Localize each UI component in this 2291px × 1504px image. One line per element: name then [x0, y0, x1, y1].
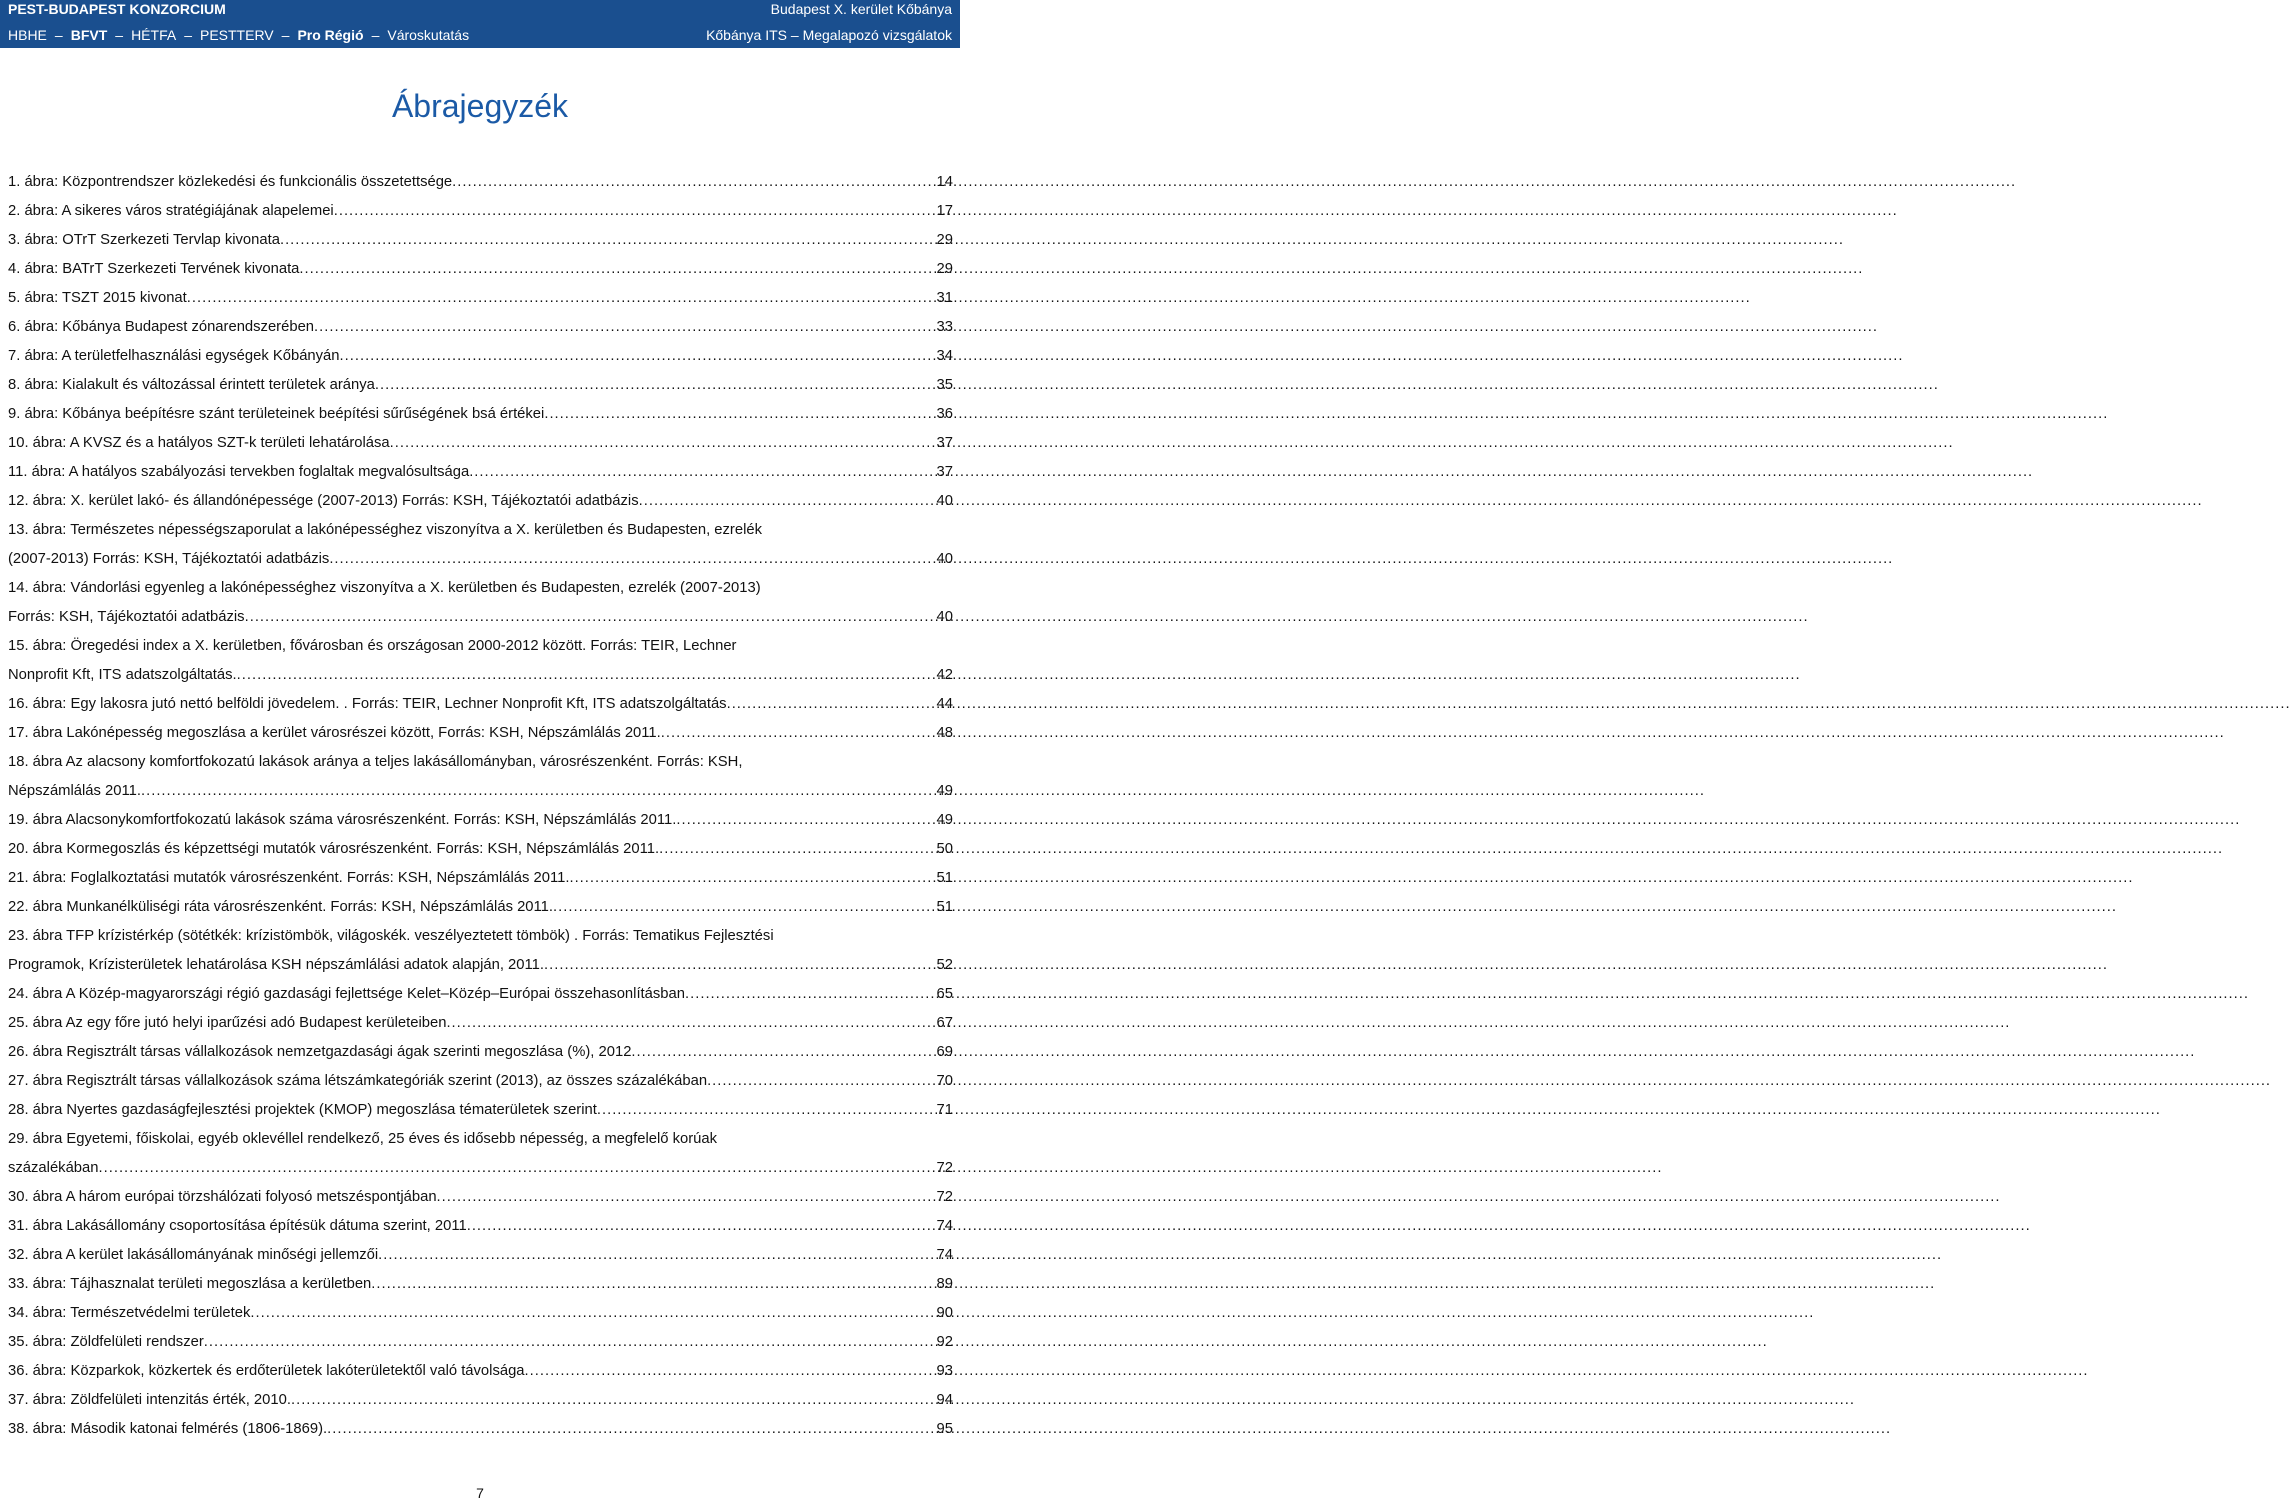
figure-entry[interactable] [8, 632, 953, 690]
dot-leader [569, 864, 934, 893]
figure-entry[interactable] [8, 835, 953, 864]
dot-leader [329, 545, 934, 574]
figure-entry-page: 40 [936, 493, 953, 509]
figure-entry-page: 72 [936, 1189, 953, 1205]
figure-entry[interactable] [8, 748, 953, 806]
figure-entry-title: 9. ábra: Kőbánya beépítésre szánt területeinek beépítési sűrűségének bsá értékei [8, 406, 545, 422]
figure-entry-title: 14. ábra: Vándorlási egyenleg a lakónépességhez viszonyítva a X. kerületben és Budapesten, ezrelék (2007-2013) [8, 580, 761, 596]
dot-leader [204, 1328, 935, 1357]
header-district: Budapest X. kerület Kőbánya [770, 1, 952, 17]
dot-leader [676, 806, 934, 835]
figure-entry-title-cont: Népszámlálás 2011. [8, 783, 141, 799]
figure-entry-title: 13. ábra: Természetes népességszaporulat a lakónépességhez viszonyítva a X. kerületben és Budapesten, ezrelék [8, 522, 763, 538]
figure-entry[interactable] [8, 1299, 953, 1328]
figure-entry-title: 4. ábra: BATrT Szerkezeti Tervének kivonata [8, 261, 300, 277]
figure-entry-page: 42 [936, 667, 953, 683]
figure-entry-title: 2. ábra: A sikeres város stratégiájának alapelemei [8, 203, 334, 219]
figure-entry-page: 92 [936, 1334, 953, 1350]
figure-entry-page: 36 [936, 406, 953, 422]
figure-entry-page: 29 [936, 261, 953, 277]
figure-entry[interactable] [8, 719, 953, 748]
dot-leader [639, 487, 935, 516]
dot-leader [245, 603, 935, 632]
dot-leader [237, 661, 935, 690]
dot-leader [280, 226, 935, 255]
figure-entry[interactable] [8, 574, 953, 632]
figure-entry-title: 23. ábra TFP krízistérkép (sötétkék: krízistömbök, világoskék. veszélyeztetett tömbök) . Forrás: Tematikus Fejlesztési [8, 928, 774, 944]
figure-entry-page: 14 [936, 174, 953, 190]
figure-entry[interactable] [8, 1183, 953, 1212]
figure-entry-title: 30. ábra A három európai törzshálózati folyosó metszéspontjában [8, 1189, 437, 1205]
dot-leader [661, 719, 935, 748]
figure-entry-title: 11. ábra: A hatályos szabályozási tervekben foglaltak megvalósultsága [8, 464, 470, 480]
figure-entry[interactable] [8, 980, 953, 1009]
figure-entry-page: 70 [936, 1073, 953, 1089]
figure-entry-title: 25. ábra Az egy főre jutó helyi iparűzési adó Budapest kerületeiben [8, 1015, 447, 1031]
figure-entry[interactable] [8, 1125, 953, 1183]
dot-leader [340, 342, 935, 371]
dot-leader [525, 1357, 935, 1386]
figure-entry-title: 24. ábra A Közép-magyarországi régió gazdasági fejlettsége Kelet–Közép–Európai összehasonlításban [8, 986, 685, 1002]
figure-entry-page: 49 [936, 812, 953, 828]
dot-leader [544, 951, 935, 980]
figure-entry-title: 16. ábra: Egy lakosra jutó nettó belföldi jövedelem. . Forrás: TEIR, Lechner Nonprofit Kft, ITS adatszolgáltatás [8, 696, 727, 712]
figure-entry-page: 74 [936, 1218, 953, 1234]
figure-entry-title: 33. ábra: Tájhasznalat területi megoszlása a kerületben [8, 1276, 372, 1292]
figure-entry-title: 21. ábra: Foglalkoztatási mutatók városrészenként. Forrás: KSH, Népszámlálás 2011. [8, 870, 570, 886]
figure-entry-page: 74 [936, 1247, 953, 1263]
figure-entry[interactable] [8, 284, 953, 313]
header-separator: – [371, 27, 380, 43]
figure-entry-title: 12. ábra: X. kerület lakó- és állandónépessége (2007-2013) Forrás: KSH, Tájékoztatói adatbázis [8, 493, 639, 509]
header-partner: PESTTERV [199, 27, 274, 43]
dot-leader [469, 458, 934, 487]
header-partner: HÉTFA [131, 27, 177, 43]
figure-entry-title: 6. ábra: Kőbánya Budapest zónarendszerében [8, 319, 315, 335]
figure-entry[interactable] [8, 226, 953, 255]
figure-entry[interactable] [8, 1386, 953, 1415]
figure-entry-page: 44 [936, 696, 953, 712]
figure-entry-page: 33 [936, 319, 953, 335]
figure-entry-title: 18. ábra Az alacsony komfortfokozatú lakások aránya a teljes lakásállományban, városrészenként. Forrás: KSH, [8, 754, 743, 770]
figure-entry-title: 15. ábra: Öregedési index a X. kerületben, fővárosban és országosan 2000-2012 között. Forrás: TEIR, Lechner [8, 638, 737, 654]
dot-leader [452, 168, 934, 197]
figure-entry[interactable] [8, 1038, 953, 1067]
figure-entry-page: 94 [936, 1392, 953, 1408]
figure-entry-page: 89 [936, 1276, 953, 1292]
header-partner: BFVT [70, 27, 108, 43]
dot-leader [631, 1038, 934, 1067]
figure-entry[interactable] [8, 1067, 953, 1096]
figure-entry-page: 51 [936, 899, 953, 915]
figure-entry-page: 40 [936, 551, 953, 567]
dot-leader [187, 284, 935, 313]
figure-entry-page: 49 [936, 783, 953, 799]
figure-entry-title: 37. ábra: Zöldfelületi intenzitás érték, 2010. [8, 1392, 291, 1408]
figure-entry-page: 71 [936, 1102, 953, 1118]
figure-entry-title: 19. ábra Alacsonykomfortfokozatú lakások száma városrészenként. Forrás: KSH, Népszámlálás 2011. [8, 812, 677, 828]
dot-leader [467, 1212, 935, 1241]
figure-entry-page: 69 [936, 1044, 953, 1060]
figure-entry[interactable] [8, 197, 953, 226]
page-header [0, 0, 960, 48]
figure-entry-page: 93 [936, 1363, 953, 1379]
figure-entry-title: 10. ábra: A KVSZ és a hatályos SZT-k területi lehatárolása [8, 435, 390, 451]
figure-entry-title-cont: Forrás: KSH, Tájékoztatói adatbázis [8, 609, 245, 625]
header-separator: – [115, 27, 124, 43]
figure-entry-title-cont: százalékában [8, 1160, 99, 1176]
figure-entry-title-cont: (2007-2013) Forrás: KSH, Tájékoztatói adatbázis [8, 551, 330, 567]
dot-leader [553, 893, 935, 922]
figure-entry-page: 37 [936, 464, 953, 480]
figure-entry[interactable] [8, 429, 953, 458]
header-separator: – [281, 27, 290, 43]
figure-entry-title: 29. ábra Egyetemi, főiskolai, egyéb oklevéllel rendelkező, 25 éves és idősebb népesség, a megfelelő korúak [8, 1131, 718, 1147]
figure-entry-page: 35 [936, 377, 953, 393]
figure-entry-title: 7. ábra: A területfelhasználási egységek Kőbányán [8, 348, 340, 364]
figure-entry-page: 51 [936, 870, 953, 886]
dot-leader [685, 980, 935, 1009]
figure-entry[interactable] [8, 1357, 953, 1386]
page-number: 7 [476, 1485, 484, 1501]
figure-entry[interactable] [8, 1212, 953, 1241]
figure-entry-title: 28. ábra Nyertes gazdaságfejlesztési projektek (KMOP) megoszlása tématerületek szerint [8, 1102, 597, 1118]
figure-entry[interactable] [8, 516, 953, 574]
figure-entry-title: 27. ábra Regisztrált társas vállalkozások száma létszámkategóriák szerint (2013), az összes százalékában [8, 1073, 708, 1089]
figure-entry-page: 40 [936, 609, 953, 625]
figure-entry-title: 32. ábra A kerület lakásállományának minőségi jellemzői [8, 1247, 379, 1263]
figure-entry-page: 90 [936, 1305, 953, 1321]
header-partner: HBHE [8, 27, 47, 43]
header-org: PEST-BUDAPEST KONZORCIUM [8, 1, 226, 17]
figure-entry[interactable] [8, 1096, 953, 1125]
figure-entry[interactable] [8, 168, 953, 197]
figure-entry-page: 50 [936, 841, 953, 857]
figure-entry[interactable] [8, 313, 953, 342]
dot-leader [378, 1241, 934, 1270]
figure-entry-page: 67 [936, 1015, 953, 1031]
dot-leader [390, 429, 935, 458]
figure-entry-page: 95 [936, 1421, 953, 1437]
figure-entry-page: 17 [936, 203, 953, 219]
figure-entry-title: 34. ábra: Természetvédelmi területek [8, 1305, 251, 1321]
dot-leader [250, 1299, 934, 1328]
dot-leader [299, 255, 934, 284]
figure-entry-title-cont: Programok, Krízisterületek lehatárolása KSH népszámlálási adatok alapján, 2011. [8, 957, 544, 973]
header-partner: Városkutatás [387, 27, 470, 43]
figure-entry[interactable] [8, 400, 953, 429]
figure-entry[interactable] [8, 1009, 953, 1038]
figure-entry[interactable] [8, 255, 953, 284]
figure-entry-page: 48 [936, 725, 953, 741]
figure-entry-page: 37 [936, 435, 953, 451]
figure-entry-page: 52 [936, 957, 953, 973]
figure-entry-title: 5. ábra: TSZT 2015 kivonat [8, 290, 187, 306]
header-project: Kőbánya ITS – Megalapozó vizsgálatok [706, 27, 952, 43]
header-partners [8, 26, 477, 44]
dot-leader [727, 690, 935, 719]
figure-entry-title: 38. ábra: Második katonai felmérés (1806-1869). [8, 1421, 328, 1437]
figure-entry[interactable] [8, 342, 953, 371]
figure-entry[interactable] [8, 458, 953, 487]
dot-leader [659, 835, 934, 864]
figure-entry-title: 31. ábra Lakásállomány csoportosítása építésük dátuma szerint, 2011 [8, 1218, 467, 1234]
dot-leader [544, 400, 934, 429]
dot-leader [371, 1270, 934, 1299]
dot-leader [597, 1096, 935, 1125]
figure-entry-page: 65 [936, 986, 953, 1002]
figure-entry-title: 3. ábra: OTrT Szerkezeti Tervlap kivonata [8, 232, 280, 248]
dot-leader [291, 1386, 935, 1415]
figure-entry-title: 20. ábra Kormegoszlás és képzettségi mutatók városrészenként. Forrás: KSH, Népszámlálás 2011. [8, 841, 660, 857]
figure-entry[interactable] [8, 806, 953, 835]
figure-entry[interactable] [8, 1415, 953, 1444]
header-separator: – [54, 27, 63, 43]
dot-leader [375, 371, 935, 400]
figure-entry-page: 72 [936, 1160, 953, 1176]
dot-leader [141, 777, 935, 806]
figure-entry-title: 17. ábra Lakónépesség megoszlása a kerület városrészei között, Forrás: KSH, Népszámlálás 2011. [8, 725, 661, 741]
figure-entry[interactable] [8, 1241, 953, 1270]
header-separator: – [184, 27, 192, 43]
dot-leader [99, 1154, 935, 1183]
figure-entry-title: 26. ábra Regisztrált társas vállalkozások nemzetgazdasági ágak szerinti megoszlása (%), 2012 [8, 1044, 632, 1060]
figure-entry-title: 36. ábra: Közparkok, közkertek és erdőterületek lakóterületektől való távolsága [8, 1363, 525, 1379]
figure-entry-title-cont: Nonprofit Kft, ITS adatszolgáltatás. [8, 667, 237, 683]
dot-leader [327, 1415, 934, 1444]
figure-entry[interactable] [8, 1328, 953, 1357]
page-title: Ábrajegyzék [391, 88, 569, 124]
figure-entry-title: 8. ábra: Kialakult és változással érintett területek aránya [8, 377, 375, 393]
dot-leader [314, 313, 935, 342]
header-partner: Pro Régió [297, 27, 364, 43]
figure-entry-page: 31 [936, 290, 953, 306]
dot-leader [446, 1009, 934, 1038]
figure-entry-page: 29 [936, 232, 953, 248]
figure-entry[interactable] [8, 1270, 953, 1299]
figure-entry[interactable] [8, 893, 953, 922]
figure-entry[interactable] [8, 690, 953, 719]
figure-list [8, 168, 953, 1444]
figure-entry[interactable] [8, 371, 953, 400]
figure-entry-title: 1. ábra: Központrendszer közlekedési és funkcionális összetettsége [8, 174, 453, 190]
figure-entry[interactable] [8, 922, 953, 980]
figure-entry-title: 22. ábra Munkanélküliségi ráta városrészenként. Forrás: KSH, Népszámlálás 2011. [8, 899, 554, 915]
dot-leader [437, 1183, 935, 1212]
figure-entry[interactable] [8, 864, 953, 893]
figure-entry[interactable] [8, 487, 953, 516]
dot-leader [334, 197, 935, 226]
dot-leader [707, 1067, 934, 1096]
figure-entry-page: 34 [936, 348, 953, 364]
figure-entry-title: 35. ábra: Zöldfelületi rendszer [8, 1334, 204, 1350]
